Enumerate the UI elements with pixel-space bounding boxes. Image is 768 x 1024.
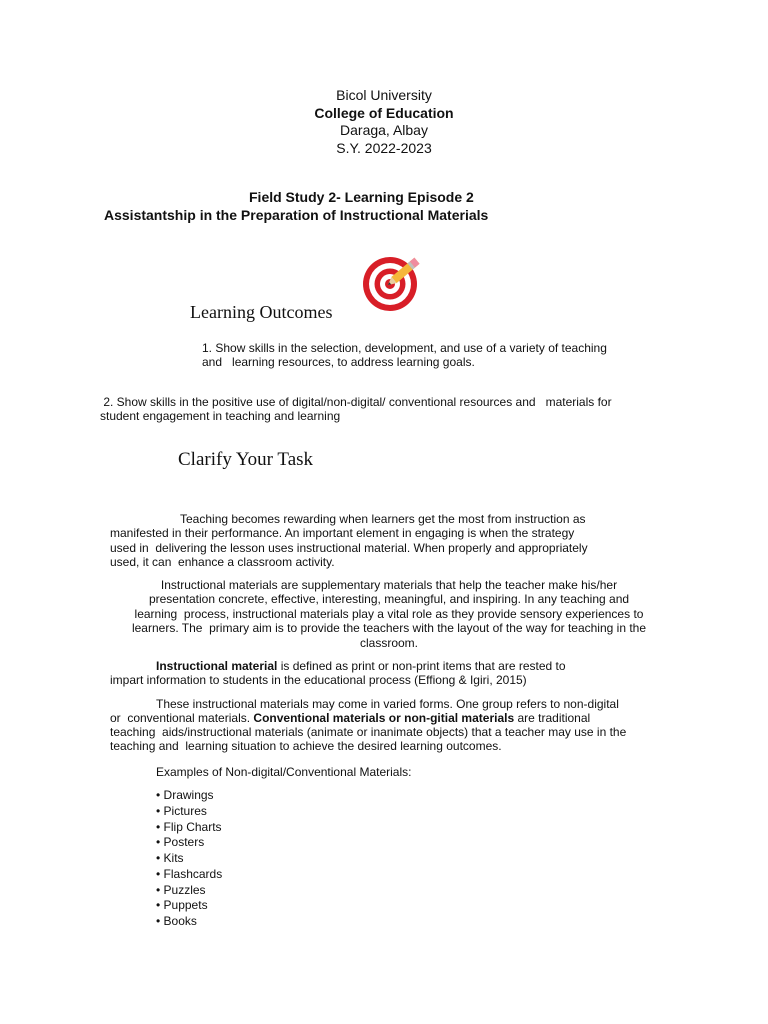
list-item: • Posters	[156, 835, 205, 850]
p2-line-3: learning process, instructional materials play a vital role as they provide sensory experiences to	[134, 607, 644, 621]
examples-heading: Examples of Non-digital/Conventional Materials:	[156, 765, 412, 779]
p3-line-2: impart information to students in the educational process (Effiong & Igiri, 2015)	[110, 673, 527, 687]
list-item: • Pictures	[156, 803, 207, 818]
outcome-1-line-2: and learning resources, to address learning goals.	[202, 355, 475, 369]
p4-line-3: teaching aids/instructional materials (animate or inanimate objects) that a teacher may use in the	[110, 725, 627, 739]
p2-line-4: learners. The primary aim is to provide the teachers with the layout of the way for teaching in the	[131, 621, 647, 635]
p4-line-2-end: are traditional	[514, 711, 591, 725]
p1-line-3: used in delivering the lesson uses instructional material. When properly and appropriately	[110, 541, 588, 555]
university-name: Bicol University	[336, 87, 432, 103]
list-item: • Drawings	[156, 788, 214, 802]
list-item: • Flashcards	[156, 866, 223, 881]
location: Daraga, Albay	[340, 122, 428, 138]
document-title: Field Study 2- Learning Episode 2	[249, 189, 474, 205]
list-item: • Kits	[156, 851, 184, 865]
p1-line-4: used, it can enhance a classroom activity.	[110, 555, 335, 569]
p2-line-1: Instructional materials are supplementary materials that help the teacher make his/her	[160, 578, 618, 592]
p2-line-5: classroom.	[359, 636, 418, 650]
p2-line-2: presentation concrete, effective, interesting, meaningful, and inspiring. In any teaching and	[148, 592, 630, 606]
document-subtitle: Assistantship in the Preparation of Instructional Materials	[104, 207, 489, 223]
learning-outcomes-heading: Learning Outcomes	[190, 302, 333, 322]
list-item: • Books	[156, 914, 197, 928]
school-year: S.Y. 2022-2023	[336, 140, 432, 156]
target-pencil-icon	[360, 254, 436, 314]
list-item: • Flip Charts	[156, 819, 222, 834]
outcome-2-line-2: student engagement in teaching and learning	[100, 409, 341, 423]
p1-line-2: manifested in their performance. An important element in engaging is when the strategy	[110, 526, 575, 540]
clarify-heading: Clarify Your Task	[178, 449, 314, 470]
outcome-2-line-1: 2. Show skills in the positive use of digital/non-digital/ conventional resources and materials for	[100, 395, 612, 409]
college-name: College of Education	[314, 105, 454, 121]
p3-rest: is defined as print or non-print items that are rested to	[277, 659, 566, 673]
outcome-1-line-1: 1. Show skills in the selection, development, and use of a variety of teaching	[202, 341, 607, 355]
p4-bold-term: Conventional materials or non-gitial materials	[253, 711, 515, 725]
p3-line-1	[156, 659, 566, 674]
p1-line-1: Teaching becomes rewarding when learners get the most from instruction as	[180, 512, 586, 526]
list-item: • Puppets	[156, 898, 208, 913]
p3-bold-term: Instructional material	[156, 659, 278, 673]
list-item: • Puzzles	[156, 882, 206, 897]
examples-list	[156, 788, 222, 930]
p4-line-2	[110, 711, 590, 726]
p4-line-4: teaching and learning situation to achieve the desired learning outcomes.	[110, 739, 502, 753]
p4-line-1: These instructional materials may come in varied forms. One group refers to non-digital	[156, 697, 619, 711]
p4-line-2-start: or conventional materials.	[110, 711, 254, 725]
